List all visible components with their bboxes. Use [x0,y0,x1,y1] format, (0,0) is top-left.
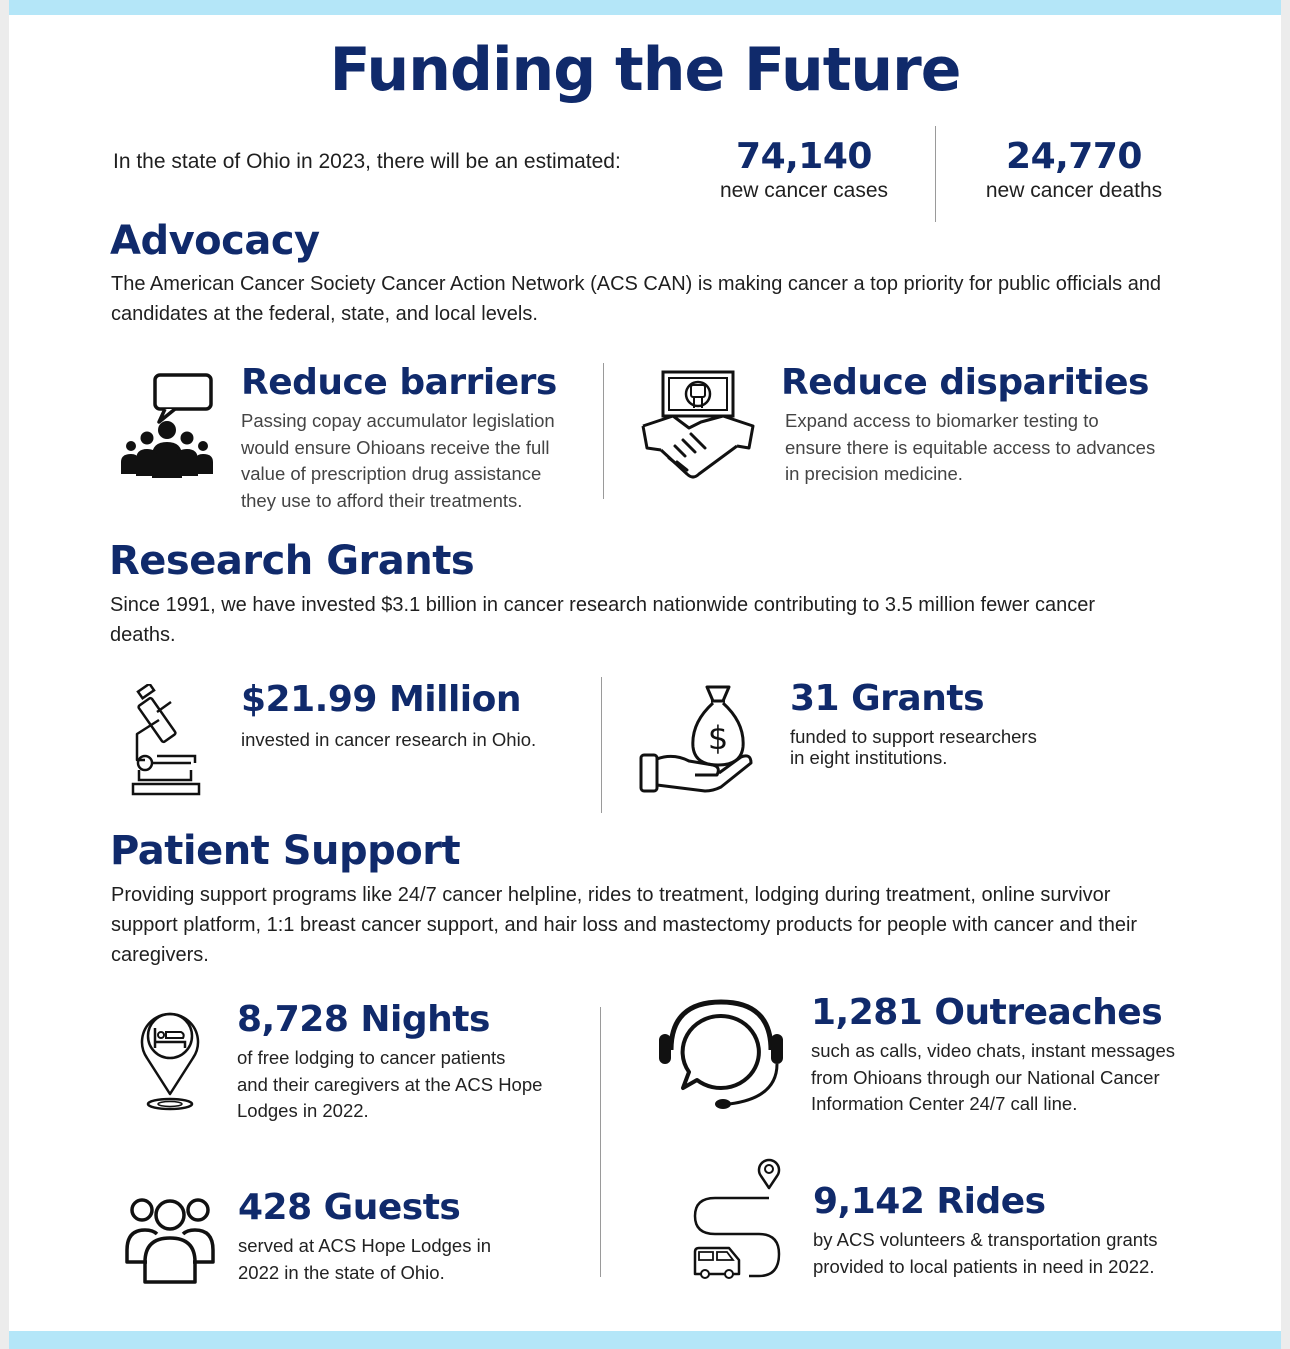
svg-text:$: $ [707,719,729,757]
patient-support-description: Providing support programs like 24/7 cancer helpline, rides to treatment, lodging during treatment, online survivor support platform, 1:1 breast cancer support, and hair loss and mastectomy products for people with cancer and their caregivers. [111,884,1138,966]
advocacy-heading: Advocacy [110,218,320,264]
reduce-disparities-title: Reduce disparities [781,362,1149,403]
bottom-accent-bar [9,1331,1281,1349]
reduce-barriers-text: Passing copay accumulator legislation would ensure Ohioans receive the full value of prescription drug assistance they use to afford their treatments. [241,410,555,511]
guests-text: served at ACS Hope Lodges in 2022 in the state of Ohio. [238,1235,491,1283]
van-route-icon [691,1156,791,1280]
rides-text: by ACS volunteers & transportation grants provided to local patients in need in 2022. [813,1229,1158,1277]
research-million-title: $21.99 Million [241,679,521,720]
bed-location-pin-icon [135,1004,205,1112]
research-million-text: invested in cancer research in Ohio. [241,729,537,750]
research-grants-title: 31 Grants [790,678,984,719]
advocacy-divider [603,363,604,499]
handshake-fist-icon [639,368,757,484]
outreaches-text: such as calls, video chats, instant messages from Ohioans through our National Cancer Information Center 24/7 call line. [811,1040,1176,1114]
page-title: Funding the Future [329,35,961,105]
speech-bubble-crowd-icon [119,372,215,480]
research-grants-text: funded to support researchers in eight institutions. [790,726,1037,768]
infographic-page [9,0,1281,1349]
stat-cases-number: 74,140 [736,136,872,177]
intro-text: In the state of Ohio in 2023, there will be an estimated: [113,150,621,173]
stat-deaths-number: 24,770 [1006,136,1142,177]
research-description: Since 1991, we have invested $3.1 billion in cancer research nationwide contributing to 3.5 million fewer cancer deaths. [110,594,1096,646]
nights-text: of free lodging to cancer patients and their caregivers at the ACS Hope Lodges in 2022. [237,1047,543,1121]
reduce-barriers-title: Reduce barriers [241,362,557,403]
stat-deaths-label: new cancer deaths [985,179,1163,202]
outreaches-title: 1,281 Outreaches [811,992,1163,1033]
advocacy-description: The American Cancer Society Cancer Action Network (ACS CAN) is making cancer a top priority for public officials and candidates at the federal, state, and local levels. [111,273,1162,325]
microscope-icon [131,684,201,798]
headset-chat-icon [657,994,787,1112]
reduce-disparities-block [781,360,1201,488]
nights-title: 8,728 Nights [237,999,490,1040]
research-million-block [241,677,591,753]
research-heading: Research Grants [109,538,475,584]
reduce-barriers-block [241,360,601,514]
nights-block [237,997,597,1125]
stat-cases-label: new cancer cases [719,179,889,202]
patient-support-divider [600,1007,601,1277]
guests-block [238,1185,578,1286]
research-grants-block [790,676,1110,768]
intro-divider [935,126,936,222]
rides-title: 9,142 Rides [813,1181,1046,1222]
rides-block [813,1179,1213,1280]
group-people-icon [123,1196,217,1286]
stat-deaths [964,136,1184,204]
patient-support-heading: Patient Support [110,828,461,874]
outreaches-block [811,990,1211,1118]
money-bag-hand-icon [639,683,755,799]
top-accent-bar [9,0,1281,15]
research-divider [601,677,602,813]
reduce-disparities-text: Expand access to biomarker testing to ensure there is equitable access to advances in precision medicine. [785,410,1156,484]
guests-title: 428 Guests [238,1187,461,1228]
stat-cases [699,136,909,204]
